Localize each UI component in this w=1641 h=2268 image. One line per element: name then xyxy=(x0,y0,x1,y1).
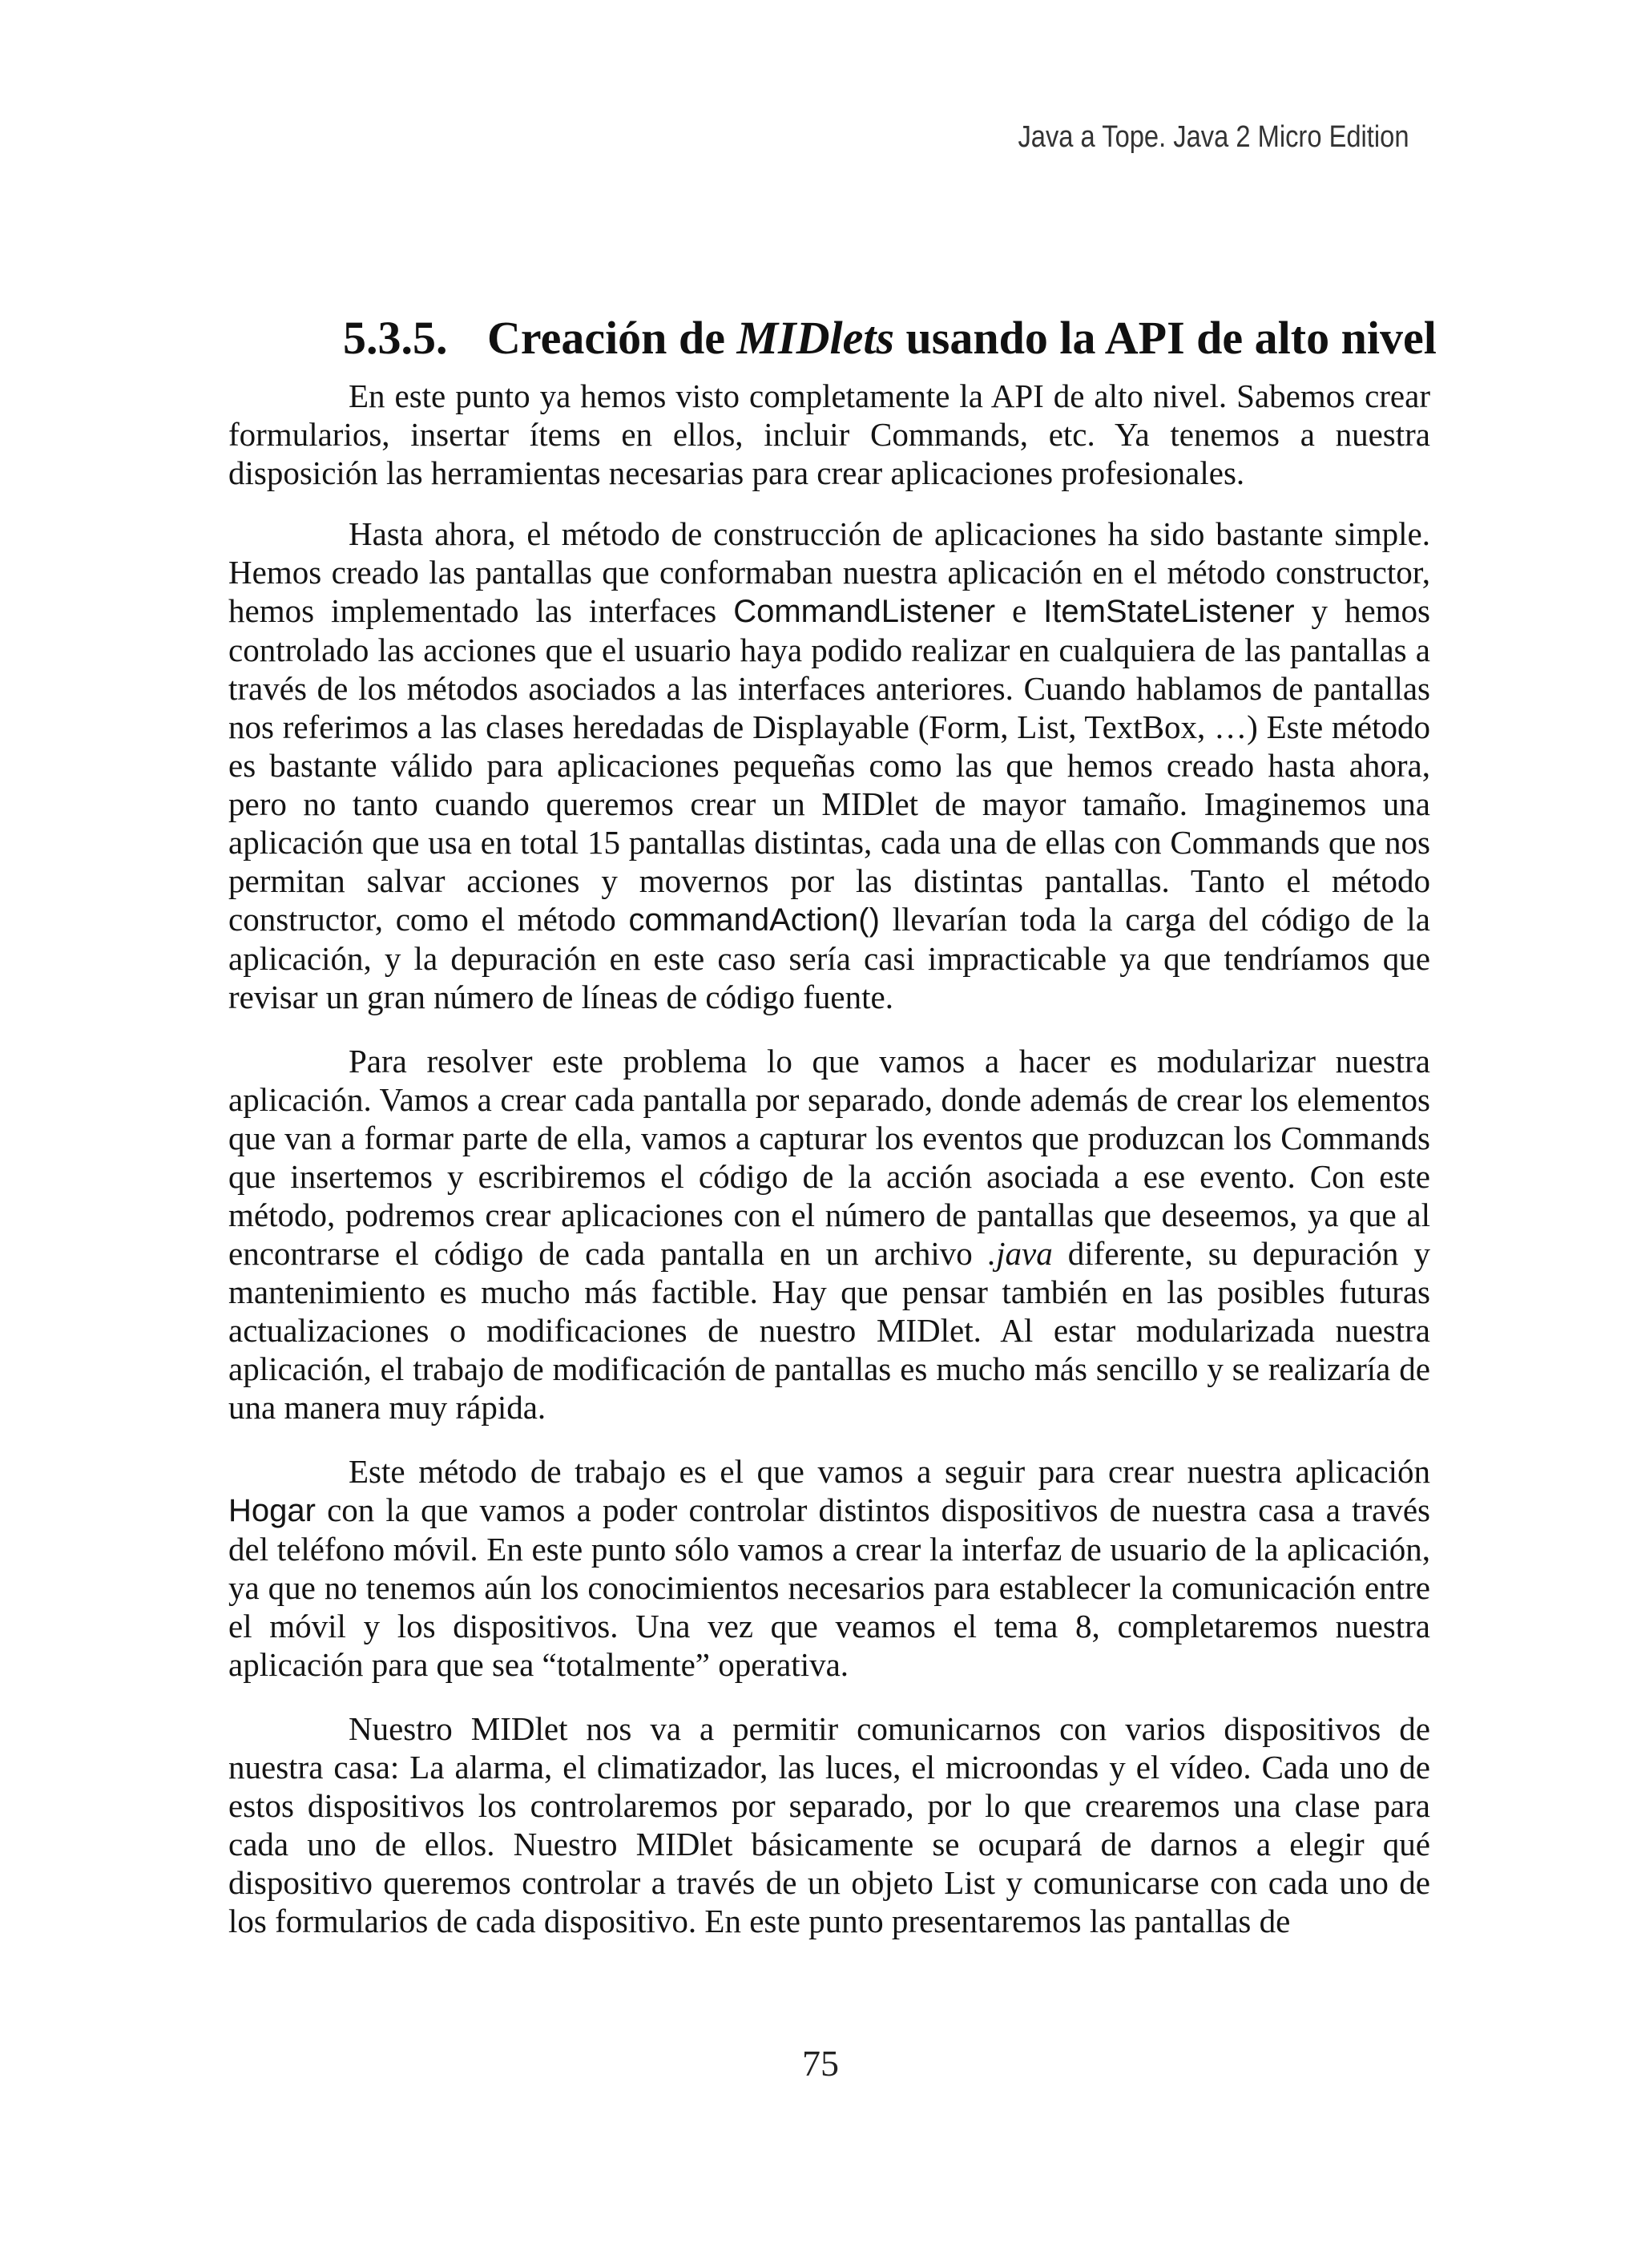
section-title-after: usando la API de alto nivel xyxy=(894,312,1437,364)
section-number: 5.3.5. xyxy=(343,312,448,364)
code-item-state-listener: ItemStateListener xyxy=(1043,594,1295,629)
body-text xyxy=(228,377,1430,1966)
paragraph-4-text-1: Este método de trabajo es el que vamos a seguir para crear nuestra aplicación xyxy=(349,1453,1430,1490)
code-command-action: commandAction() xyxy=(628,902,880,938)
paragraph-3-text-2: diferente, su depuración y mantenimiento es mucho más factible. Hay que pensar también en las posibles futuras actualizaciones o modificaciones de nuestro MIDlet. Al estar modularizada nuestra aplicación, el trabajo de modificación de pantallas es mucho más sencillo y se realizaría de una manera muy rápida. xyxy=(228,1235,1430,1426)
paragraph-4 xyxy=(228,1452,1430,1684)
paragraph-2-text-1: Hasta ahora, el método de construcción de aplicaciones ha sido bastante simple. Hemos creado las pantallas que conformaban nuestra aplicación en el método constructor, hemos implementado las interfaces xyxy=(228,515,1430,629)
file-extension-java: .java xyxy=(987,1235,1053,1272)
code-command-listener: CommandListener xyxy=(733,594,996,629)
section-title-keyword: MIDlets xyxy=(736,312,895,364)
paragraph-1: En este punto ya hemos visto completamente la API de alto nivel. Sabemos crear formularios, insertar ítems en ellos, incluir Commands, etc. Ya tenemos a nuestra disposición las herramientas necesarias para crear aplicaciones profesionales. xyxy=(228,377,1430,491)
paragraph-4-text-2: con la que vamos a poder controlar distintos dispositivos de nuestra casa a través del teléfono móvil. En este punto sólo vamos a crear la interfaz de usuario de la aplicación, ya que no tenemos aún los conocimientos necesarios para establecer la comunicación entre el móvil y los dispositivos. Una vez que veamos el tema 8, completaremos nuestra aplicación para que sea “totalmente” operativa. xyxy=(228,1491,1430,1683)
paragraph-2-text-4: llevarían toda la carga del código de la aplicación, y la depuración en este caso sería casi impracticable ya que tendríamos que revisar un gran número de líneas de código fuente. xyxy=(228,901,1430,1015)
paragraph-3-text-1: Para resolver este problema lo que vamos a hacer es modularizar nuestra aplicación. Vamos a crear cada pantalla por separado, donde además de crear los elementos que van a formar parte de ella, vamos a capturar los eventos que produzcan los Commands que insertemos y escribiremos el código de la acción asociada a ese evento. Con este método, podremos crear aplicaciones con el número de pantallas que deseemos, ya que al encontrarse el código de cada pantalla en un archivo xyxy=(228,1043,1430,1272)
paragraph-2-text-3: y hemos controlado las acciones que el usuario haya podido realizar en cualquiera de las pantallas a través de los métodos asociados a las interfaces anteriores. Cuando hablamos de pantallas nos referimos a las clases heredadas de Displayable (Form, List, TextBox, …) Este método es bastante válido para aplicaciones pequeñas como las que hemos creado hasta ahora, pero no tanto cuando queremos crear un MIDlet de mayor tamaño. Imaginemos una aplicación que usa en total 15 pantallas distintas, cada una de ellas con Commands que nos permitan salvar acciones y movernos por las distintas pantallas. Tanto el método constructor, como el método xyxy=(228,592,1430,938)
running-header: Java a Tope. Java 2 Micro Edition xyxy=(1017,120,1409,154)
section-heading xyxy=(343,311,1437,365)
paragraph-2-text-2: e xyxy=(995,592,1044,629)
paragraph-2 xyxy=(228,515,1430,1016)
paragraph-3 xyxy=(228,1042,1430,1427)
section-title-before: Creación de xyxy=(487,312,737,364)
page-number: 75 xyxy=(802,2043,839,2084)
code-hogar: Hogar xyxy=(228,1493,316,1528)
paragraph-5: Nuestro MIDlet nos va a permitir comunicarnos con varios dispositivos de nuestra casa: La alarma, el climatizador, las luces, el microondas y el vídeo. Cada uno de estos dispositivos los controlaremos por separado, por lo que crearemos una clase para cada uno de ellos. Nuestro MIDlet básicamente se ocupará de darnos a elegir qué dispositivo queremos controlar a través de un objeto List y comunicarse con cada uno de los formularios de cada dispositivo. En este punto presentaremos las pantallas de xyxy=(228,1710,1430,1939)
